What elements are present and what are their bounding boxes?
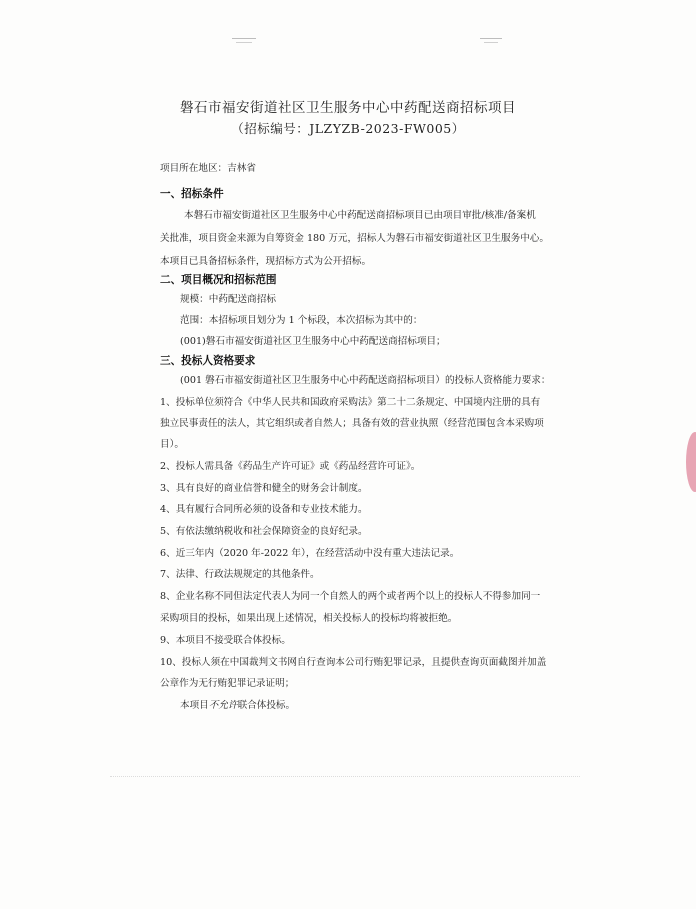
closing-emphasis: 不允许 bbox=[208, 700, 238, 711]
requirement-10: 10、投标人须在中国裁判文书网自行查询本公司行贿犯罪记录，且提供查询页面截图并加盖 bbox=[160, 657, 547, 668]
requirement-6: 6、近三年内（2020 年-2022 年），在经营活动中没有重大违法记录。 bbox=[160, 548, 460, 559]
red-seal-edge bbox=[686, 432, 696, 492]
bid-number: （招标编号：JLZYZB-2023-FW005） bbox=[231, 121, 465, 136]
requirement-1: 独立民事责任的法人，其它组织或者自然人；具备有效的营业执照（经营范围包含本采购项 bbox=[160, 418, 544, 429]
requirement-7: 7、法律、行政法规规定的其他条件。 bbox=[160, 569, 320, 580]
scan-mark bbox=[236, 42, 252, 43]
section2-line: 规模：中药配送商招标 bbox=[180, 294, 276, 305]
requirement-3: 3、具有良好的商业信誉和健全的财务会计制度。 bbox=[160, 483, 368, 494]
closing-suffix: 联合体投标。 bbox=[237, 700, 296, 711]
requirement-2: 2、投标人需具备《药品生产许可证》或《药品经营许可证》。 bbox=[160, 461, 421, 472]
closing-statement bbox=[180, 700, 295, 712]
requirement-1: 目）。 bbox=[160, 439, 184, 450]
requirement-10: 公章作为无行贿犯罪记录证明； bbox=[160, 678, 295, 689]
section2-line: (001)磐石市福安街道社区卫生服务中心中药配送商招标项目； bbox=[180, 336, 446, 347]
requirement-1: 1、投标单位须符合《中华人民共和国政府采购法》第二十二条规定、中国境内注册的具有 bbox=[160, 397, 541, 408]
section3-intro: (001 磐石市福安街道社区卫生服务中心中药配送商招标项目）的投标人资格能力要求： bbox=[180, 375, 551, 386]
section1-line: 本磐石市福安街道社区卫生服务中心中药配送商招标项目已由项目审批/核准/备案机 bbox=[184, 210, 536, 221]
closing-prefix: 本项目 bbox=[180, 700, 209, 711]
section2-line: 范围：本招标项目划分为 1 个标段，本次招标为其中的： bbox=[180, 315, 423, 326]
requirement-8: 采购项目的投标，如果出现上述情况，相关投标人的投标均将被拒绝。 bbox=[160, 613, 458, 624]
requirement-5: 5、有依法缴纳税收和社会保障资金的良好纪录。 bbox=[160, 526, 368, 537]
requirement-9: 9、本项目不接受联合体投标。 bbox=[160, 635, 291, 646]
requirement-8: 8、企业名称不同但法定代表人为同一个自然人的两个或者两个以上的投标人不得参加同一 bbox=[160, 591, 541, 602]
scan-noise bbox=[110, 776, 580, 778]
scan-mark bbox=[480, 38, 502, 39]
section1-line: 关批准，项目资金来源为自筹资金 180 万元，招标人为磐石市福安街道社区卫生服务中心。 bbox=[160, 233, 549, 244]
document-title: 磐石市福安街道社区卫生服务中心中药配送商招标项目 bbox=[180, 100, 516, 116]
scan-mark bbox=[484, 42, 498, 43]
scan-mark bbox=[232, 38, 256, 39]
section-heading-3: 三、投标人资格要求 bbox=[160, 355, 256, 367]
section-heading-2: 二、项目概况和招标范围 bbox=[160, 274, 277, 286]
requirement-4: 4、具有履行合同所必须的设备和专业技术能力。 bbox=[160, 504, 368, 515]
section-heading-1: 一、招标条件 bbox=[160, 188, 224, 200]
project-region: 项目所在地区：吉林省 bbox=[160, 163, 256, 174]
section1-line: 本项目已具备招标条件，现招标方式为公开招标。 bbox=[160, 256, 372, 267]
